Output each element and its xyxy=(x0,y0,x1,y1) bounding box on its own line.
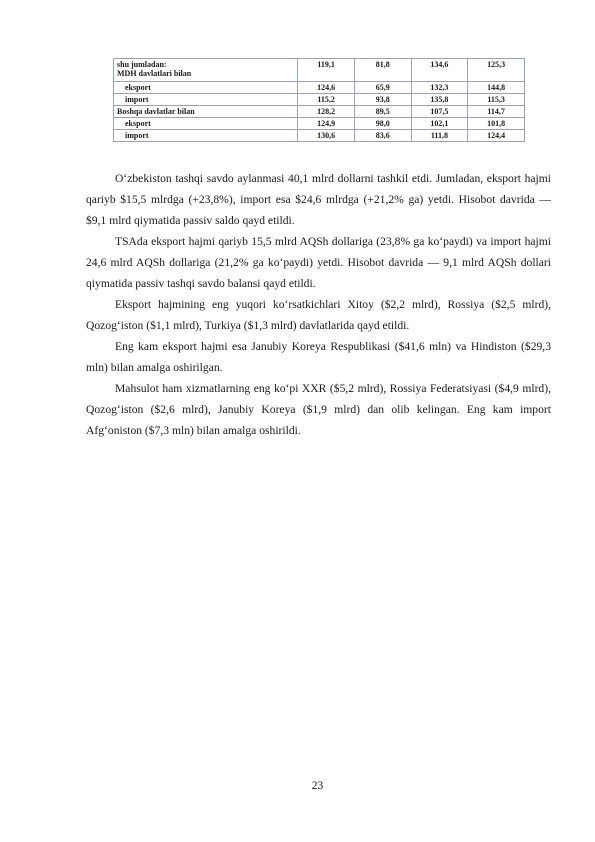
table-cell: 125,3 xyxy=(468,59,525,82)
paragraph: Eksport hajmining eng yuqori ko‘rsatkichlari Xitoy ($2,2 mlrd), Rossiya ($2,5 mlrd), Qozog‘iston ($1,1 mlrd), Turkiya ($1,3 mlrd) davlatlarida qayd etildi. xyxy=(86,298,551,332)
table-cell: 124,4 xyxy=(468,130,525,142)
paragraph: TSAda eksport hajmi qariyb 15,5 mlrd AQSh dollariga (23,8% ga ko‘paydi) va import hajmi 24,6 mlrd AQSh dollariga (21,2% ga ko‘paydi) yetdi. Hisobot davrida — 9,1 mlrd AQSh dollari qiymatida passiv tashqi savdo balansi qayd etildi. xyxy=(86,235,551,290)
trade-table-body xyxy=(114,59,525,142)
trade-table xyxy=(113,58,525,142)
paragraph: Mahsulot ham xizmatlarning eng ko‘pi XXR ($5,2 mlrd), Rossiya Federatsiyasi ($4,9 mlrd), Qozog‘iston ($2,6 mlrd), Janubiy Koreya ($1,9 mlrd) dan olib kelingan. Eng kam import Afg‘oniston ($7,3 mln) bilan amalga oshirildi. xyxy=(86,382,551,437)
table-cell: 115,2 xyxy=(298,94,355,106)
body-text xyxy=(86,168,551,441)
table-cell: 107,5 xyxy=(411,106,468,118)
table-cell: 111,8 xyxy=(411,130,468,142)
table-cell: 83,6 xyxy=(354,130,411,142)
table-cell: 144,8 xyxy=(468,82,525,94)
table-cell: 89,5 xyxy=(354,106,411,118)
table-cell: 98,0 xyxy=(354,118,411,130)
table-cell: 101,8 xyxy=(468,118,525,130)
table-cell: 65,9 xyxy=(354,82,411,94)
row-label: shu jumladan: MDH davlatlari bilan xyxy=(114,59,298,82)
table-cell: 130,6 xyxy=(298,130,355,142)
table-cell: 81,8 xyxy=(354,59,411,82)
table-row xyxy=(114,59,525,82)
table-row xyxy=(114,118,525,130)
table-cell: 135,8 xyxy=(411,94,468,106)
table-cell: 124,9 xyxy=(298,118,355,130)
paragraph: Eng kam eksport hajmi esa Janubiy Koreya Respublikasi ($41,6 mln) va Hindiston ($29,3 mln) bilan amalga oshirilgan. xyxy=(86,340,551,374)
row-label: import xyxy=(114,130,298,142)
table-cell: 115,3 xyxy=(468,94,525,106)
page-number: 23 xyxy=(311,780,324,792)
table-cell: 134,6 xyxy=(411,59,468,82)
table-cell: 124,6 xyxy=(298,82,355,94)
row-label: Boshqa davlatlar bilan xyxy=(114,106,298,118)
paragraph: O‘zbekiston tashqi savdo aylanmasi 40,1 mlrd dollarni tashkil etdi. Jumladan, eksport hajmi qariyb $15,5 mlrdga (+23,8%), import esa $24,6 mlrdga (+21,2% ga) yetdi. Hisobot davrida — $9,1 mlrd qiymatida passiv saldo qayd etildi. xyxy=(86,172,551,227)
row-label: eksport xyxy=(114,82,298,94)
table-cell: 128,2 xyxy=(298,106,355,118)
row-label: import xyxy=(114,94,298,106)
table-cell: 114,7 xyxy=(468,106,525,118)
table-row xyxy=(114,130,525,142)
table-cell: 93,8 xyxy=(354,94,411,106)
table-row xyxy=(114,94,525,106)
table-row xyxy=(114,82,525,94)
table-cell: 102,1 xyxy=(411,118,468,130)
table-cell: 119,1 xyxy=(298,59,355,82)
table-row xyxy=(114,106,525,118)
row-label: eksport xyxy=(114,118,298,130)
table-cell: 132,3 xyxy=(411,82,468,94)
